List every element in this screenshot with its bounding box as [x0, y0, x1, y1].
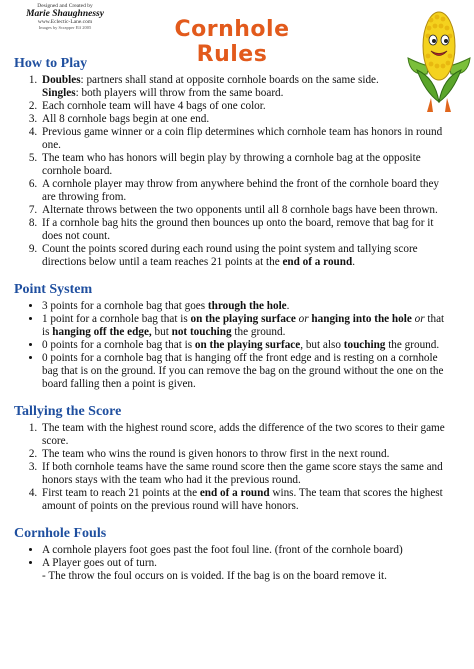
section-heading: How to Play — [14, 56, 88, 71]
item-text: : partners shall stand at opposite cornhole boards on the same side. — [80, 74, 379, 86]
list-item: 7. Alternate throws between the two opponents until all 8 cornhole bags have been thrown. — [40, 204, 452, 217]
item-bold: end of a round — [199, 487, 270, 499]
item-text: that is — [42, 313, 445, 338]
item-text: : both players will throw from the same board. — [75, 87, 284, 99]
item-bold: end of a round — [282, 256, 353, 268]
item-text: 3 points for a cornhole bag that goes — [42, 300, 208, 312]
section-heading: Cornhole Fouls — [14, 526, 107, 541]
item-text: the ground. — [231, 326, 286, 338]
item-text: 0 points for a cornhole bag that is — [42, 339, 195, 351]
credit-line: Designed and Created by — [37, 3, 93, 9]
list-item: 2. The team who wins the round is given honors to throw first in the next round. — [40, 448, 452, 461]
credit-block — [6, 4, 124, 30]
item-text: the ground. — [385, 339, 440, 351]
point-system-list — [0, 300, 474, 391]
list-item: 2. Each cornhole team will have 4 bags of one color. — [40, 100, 452, 113]
list-item: • 0 points for a cornhole bag that is hanging off the front edge and is resting on a cornhole bag that is on the ground. If you can remove the bag on the ground without the one on the board falling then a point is given. — [42, 352, 452, 391]
list-item: 8. If a cornhole bag hits the ground then bounces up onto the board, remove that bag for it does not count. — [40, 217, 452, 243]
item-bold: not touching — [171, 326, 232, 338]
item-text: wins. The team that scores the highest amount of points on the previous round will have honors. — [42, 487, 443, 512]
list-item — [42, 557, 452, 583]
list-item — [42, 300, 452, 313]
list-item: • A cornhole players foot goes past the foot foul line. (front of the cornhole board) — [42, 544, 452, 557]
item-text: First team to reach 21 points at the — [42, 487, 200, 499]
section-tallying — [0, 404, 474, 513]
item-bold: touching — [343, 339, 386, 351]
section-fouls — [0, 526, 474, 583]
page-title: Cornhole Rules — [174, 17, 290, 67]
item-text: 1 point for a cornhole bag that is — [42, 313, 191, 325]
list-item — [42, 339, 452, 352]
credit-website: www.Eclectic-Lane.com — [37, 18, 93, 25]
item-bold: on the playing surface — [194, 339, 301, 351]
list-item — [40, 487, 452, 513]
item-bold: hanging off the edge, — [52, 326, 152, 338]
list-item — [42, 313, 452, 339]
credit-images: Images by Scrapper Elf 2005 — [38, 24, 92, 30]
how-to-play-list — [0, 74, 474, 269]
tallying-list — [0, 422, 474, 513]
section-point-system — [0, 282, 474, 391]
list-item: 3. All 8 cornhole bags begin at one end. — [40, 113, 452, 126]
item-text: A Player goes out of turn. — [42, 557, 157, 569]
list-item — [40, 74, 452, 100]
item-text: . — [286, 300, 290, 312]
section-how-to-play — [0, 56, 474, 269]
rules-document — [0, 56, 474, 583]
section-heading: Tallying the Score — [14, 404, 122, 419]
item-bold: Singles — [42, 87, 76, 99]
item-text: Count the points scored during each round using the point system and tallying score directions below until a team reaches 21 points at the — [42, 243, 418, 268]
list-item: 6. A cornhole player may throw from anywhere behind the front of the cornhole board they are throwing from. — [40, 178, 452, 204]
list-item: 4. Previous game winner or a coin flip determines which cornhole team has honors in round one. — [40, 126, 452, 152]
credit-author: Marie Shaughnessy — [26, 8, 104, 19]
list-item — [40, 243, 452, 269]
list-item: 3. If both cornhole teams have the same round score then the game score stays the same and honors stays with the team who had it the previous round. — [40, 461, 452, 487]
item-italic: or — [411, 313, 428, 325]
section-heading: Point System — [14, 282, 93, 297]
item-text: , but also — [300, 339, 344, 351]
fouls-list — [0, 544, 474, 583]
item-italic: or — [295, 313, 312, 325]
item-text: but — [151, 326, 172, 338]
list-item: 1. The team with the highest round score, adds the difference of the two scores to their game score. — [40, 422, 452, 448]
item-bold: hanging into the hole — [311, 313, 412, 325]
item-bold: Doubles — [42, 74, 81, 86]
item-text: . — [352, 256, 356, 268]
item-bold: on the playing surface — [190, 313, 296, 325]
list-item: 5. The team who has honors will begin play by throwing a cornhole bag at the opposite cornhole board. — [40, 152, 452, 178]
item-bold: through the hole — [207, 300, 287, 312]
item-subline: - The throw the foul occurs on is voided. If the bag is on the board remove it. — [42, 570, 387, 582]
item-subline — [42, 87, 452, 100]
